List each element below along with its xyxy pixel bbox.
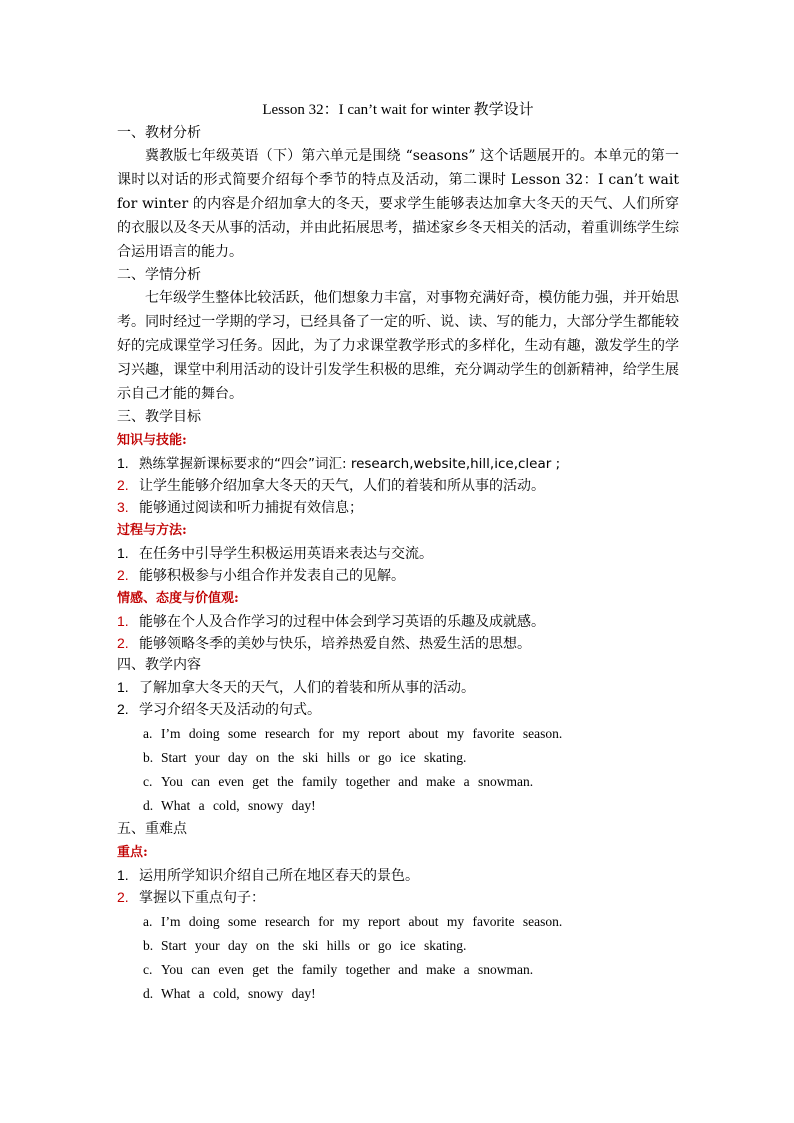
list-text: 能够通过阅读和听力捕捉有效信息； (139, 500, 363, 516)
sentence-text: What a cold, snowy day! (161, 986, 316, 1001)
sentence-letter: d. (143, 986, 154, 1001)
process-methods-label: 过程与方法: (117, 523, 187, 538)
list-text: 掌握以下重点句子： (139, 890, 265, 906)
example-sentence (143, 746, 679, 770)
list-item (117, 886, 679, 908)
example-sentence (143, 722, 679, 746)
list-item (117, 632, 679, 654)
sentence-text: I’m doing some research for my report about my favorite season. (161, 726, 563, 741)
key-points-label: 重点: (117, 845, 148, 860)
sentence-text: You can even get the family together and make a snowman. (161, 774, 534, 789)
list-number: 2. (117, 635, 129, 651)
sentence-letter: c. (143, 962, 153, 977)
list-item (117, 698, 679, 720)
document-page (117, 98, 679, 1006)
list-number: 3. (117, 499, 129, 515)
list-text: 能够积极参与小组合作并发表自己的见解。 (139, 568, 405, 584)
section-heading-textbook-analysis: 一、教材分析 (117, 125, 201, 141)
section-heading-key-points: 五、重难点 (117, 821, 187, 837)
emotion-values-label: 情感、态度与价值观: (117, 591, 239, 606)
list-number: 2. (117, 567, 129, 583)
list-item (117, 564, 679, 586)
list-number: 1. (117, 867, 129, 883)
list-text: 学习介绍冬天及活动的句式。 (139, 702, 321, 718)
list-number: 2. (117, 889, 129, 905)
document-title: Lesson 32：I can’t wait for winter 教学设计 (262, 102, 534, 118)
list-item (117, 474, 679, 496)
list-item (117, 864, 679, 886)
sentence-text: What a cold, snowy day! (161, 798, 316, 813)
knowledge-skills-label: 知识与技能: (117, 433, 187, 448)
example-sentence-list (117, 722, 679, 818)
list-number: 1. (117, 679, 129, 695)
key-sentence-list (117, 910, 679, 1006)
sentence-letter: a. (143, 726, 153, 741)
sentence-letter: c. (143, 774, 153, 789)
list-text: 熟练掌握新课标要求的“四会”词汇: research,website,hill,ice,clear ; (139, 456, 561, 472)
sentence-letter: b. (143, 938, 154, 953)
sentence-text: You can even get the family together and make a snowman. (161, 962, 534, 977)
list-item (117, 610, 679, 632)
sentence-text: Start your day on the ski hills or go ice skating. (161, 938, 467, 953)
list-number: 2. (117, 477, 129, 493)
student-analysis-paragraph: 七年级学生整体比较活跃，他们想象力丰富，对事物充满好奇，模仿能力强，并开始思考。同时经过一学期的学习，已经具备了一定的听、说、读、写的能力，大部分学生都能较好的完成课堂学习任务。因此，为了力求课堂教学形式的多样化，生动有趣，激发学生的学习兴趣，课堂中利用活动的设计引发学生积极的思维，充分调动学生的创新精神，给学生展示自己才能的舞台。 (117, 290, 679, 402)
list-text: 能够在个人及合作学习的过程中体会到学习英语的乐趣及成就感。 (139, 614, 545, 630)
list-text: 让学生能够介绍加拿大冬天的天气，人们的着装和所从事的活动。 (139, 478, 545, 494)
key-sentence (143, 910, 679, 934)
sentence-letter: a. (143, 914, 153, 929)
key-sentence (143, 958, 679, 982)
sentence-letter: d. (143, 798, 154, 813)
section-heading-teaching-goals: 三、教学目标 (117, 409, 201, 425)
section-heading-teaching-content: 四、教学内容 (117, 657, 201, 673)
sentence-text: I’m doing some research for my report about my favorite season. (161, 914, 563, 929)
key-sentence (143, 982, 679, 1006)
list-item (117, 676, 679, 698)
list-item (117, 452, 679, 474)
section-heading-student-analysis: 二、学情分析 (117, 267, 201, 283)
list-text: 了解加拿大冬天的天气，人们的着装和所从事的活动。 (139, 680, 475, 696)
list-number: 2. (117, 701, 129, 717)
list-number: 1. (117, 545, 129, 561)
list-text: 能够领略冬季的美妙与快乐，培养热爱自然、热爱生活的思想。 (139, 636, 531, 652)
example-sentence (143, 770, 679, 794)
list-text: 在任务中引导学生积极运用英语来表达与交流。 (139, 546, 433, 562)
list-text: 运用所学知识介绍自己所在地区春天的景色。 (139, 868, 419, 884)
textbook-analysis-paragraph: 冀教版七年级英语（下）第六单元是围绕 “seasons” 这个话题展开的。本单元的第一课时以对话的形式简要介绍每个季节的特点及活动，第二课时 Lesson 32：I can’t wait for winter 的内容是介绍加拿大的冬天，要求学生能够表达加拿大冬天的天气、人们所穿的衣服以及冬天从事的活动，并由此拓展思考，描述家乡冬天相关的活动，着重训练学生综合运用语言的能力。 (117, 148, 679, 260)
sentence-letter: b. (143, 750, 154, 765)
example-sentence (143, 794, 679, 818)
list-item (117, 496, 679, 518)
list-number: 1. (117, 613, 129, 629)
list-item (117, 542, 679, 564)
key-sentence (143, 934, 679, 958)
sentence-text: Start your day on the ski hills or go ice skating. (161, 750, 467, 765)
list-number: 1. (117, 455, 129, 471)
